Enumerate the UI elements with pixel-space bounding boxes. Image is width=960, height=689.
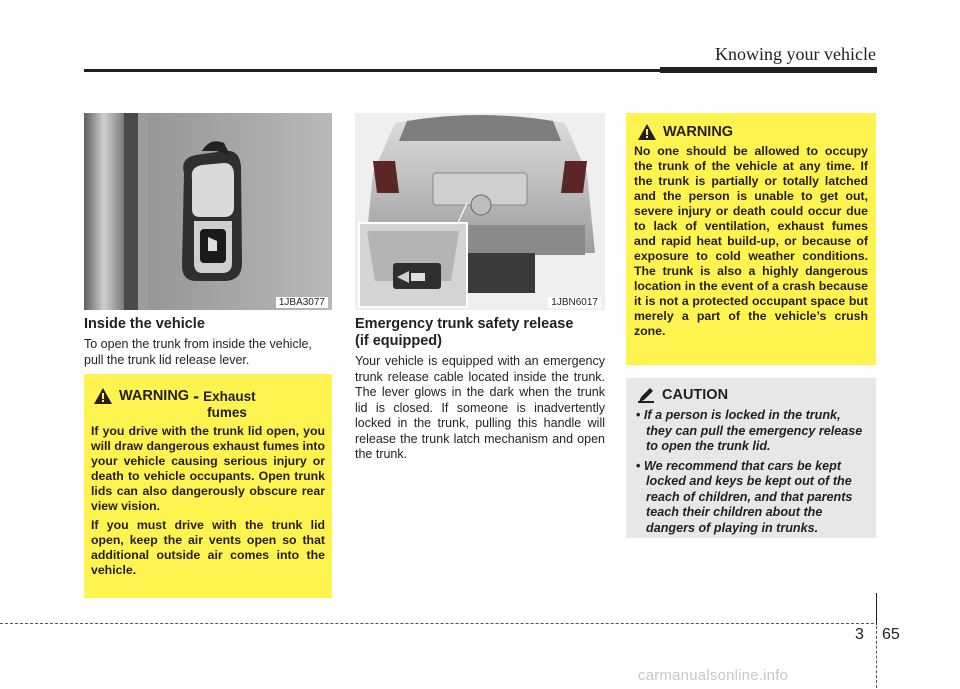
warning-subject-line2: fumes bbox=[207, 405, 247, 420]
warning-paragraph: No one should be allowed to occupy the trunk of the vehicle at any time. If the trunk is partially or totally latched and the person is unable to get out, severe injury or death could occur due to lack of ventilation, exhaust fumes and rapid heat build-up, or because of exposure to cold weather conditions. The trunk is also a highly dangerous location in the event of a crash because it is not a protected occupant space but merely a part of the vehicle’s crush zone. bbox=[634, 144, 868, 338]
chapter-number: 3 bbox=[855, 626, 864, 643]
section-heading-line1: Emergency trunk safety release bbox=[355, 316, 574, 332]
caution-box bbox=[626, 378, 876, 538]
warning-label: WARNING bbox=[119, 388, 190, 404]
footer-rule bbox=[0, 623, 874, 624]
photo-code: 1JBA3077 bbox=[276, 297, 328, 308]
photo-code: 1JBN6017 bbox=[548, 297, 601, 308]
caution-item: • We recommend that cars be kept locked and keys be kept out of the reach of children, and that parents teach their children about the dangers of playing in trunks. bbox=[636, 459, 868, 537]
section-emergency-trunk-release bbox=[355, 316, 605, 463]
warning-heading bbox=[638, 124, 733, 140]
section-paragraph: Your vehicle is equipped with an emergency trunk release cable located inside the trunk. The lever glows in the dark when the trunk lid is closed. If someone is inadvertently locked in the trunk, pulling this handle will release the trunk latch mechanism and open the trunk. bbox=[355, 354, 605, 461]
section-paragraph: To open the trunk from inside the vehicle, pull the trunk lid release lever. bbox=[84, 337, 312, 367]
caution-item: • If a person is locked in the trunk, they can pull the emergency release to open the trunk lid. bbox=[636, 408, 868, 455]
warning-paragraph: If you drive with the trunk lid open, you will draw dangerous exhaust fumes into your vehicle causing serious injury or death to vehicle occupants. Open trunk lids can also dangerously obscure rear view vision. bbox=[91, 424, 325, 513]
section-inside-vehicle bbox=[84, 316, 334, 368]
warning-dash: - bbox=[193, 386, 200, 406]
car-rear-trunk-photo bbox=[355, 113, 605, 310]
header-rule-accent bbox=[660, 67, 877, 73]
section-title: Knowing your vehicle bbox=[715, 44, 876, 64]
section-heading: Inside the vehicle bbox=[84, 316, 205, 332]
footer-divider-dashed bbox=[876, 626, 877, 688]
warning-label: WARNING bbox=[663, 124, 734, 140]
section-heading-line2: (if equipped) bbox=[355, 333, 442, 349]
car-rear-illustration bbox=[355, 113, 605, 310]
lever-illustration bbox=[84, 113, 332, 310]
watermark: carmanualsonline.info bbox=[638, 667, 789, 684]
caution-list bbox=[636, 408, 868, 540]
warning-subject-line1: Exhaust bbox=[203, 389, 256, 404]
warning-triangle-icon bbox=[94, 388, 112, 404]
page-number: 65 bbox=[882, 626, 900, 643]
trunk-release-lever-photo bbox=[84, 113, 332, 310]
caution-heading bbox=[638, 387, 728, 403]
warning-triangle-icon bbox=[638, 124, 656, 140]
caution-pencil-icon bbox=[638, 387, 654, 403]
exhaust-warning-box bbox=[84, 374, 332, 598]
warning-heading bbox=[94, 388, 256, 421]
trunk-occupancy-warning-box bbox=[626, 113, 876, 365]
caution-label: CAUTION bbox=[662, 387, 729, 403]
footer-divider bbox=[876, 593, 877, 625]
warning-paragraph: If you must drive with the trunk lid open, keep the air vents open so that additional outside air comes into the vehicle. bbox=[91, 518, 325, 577]
